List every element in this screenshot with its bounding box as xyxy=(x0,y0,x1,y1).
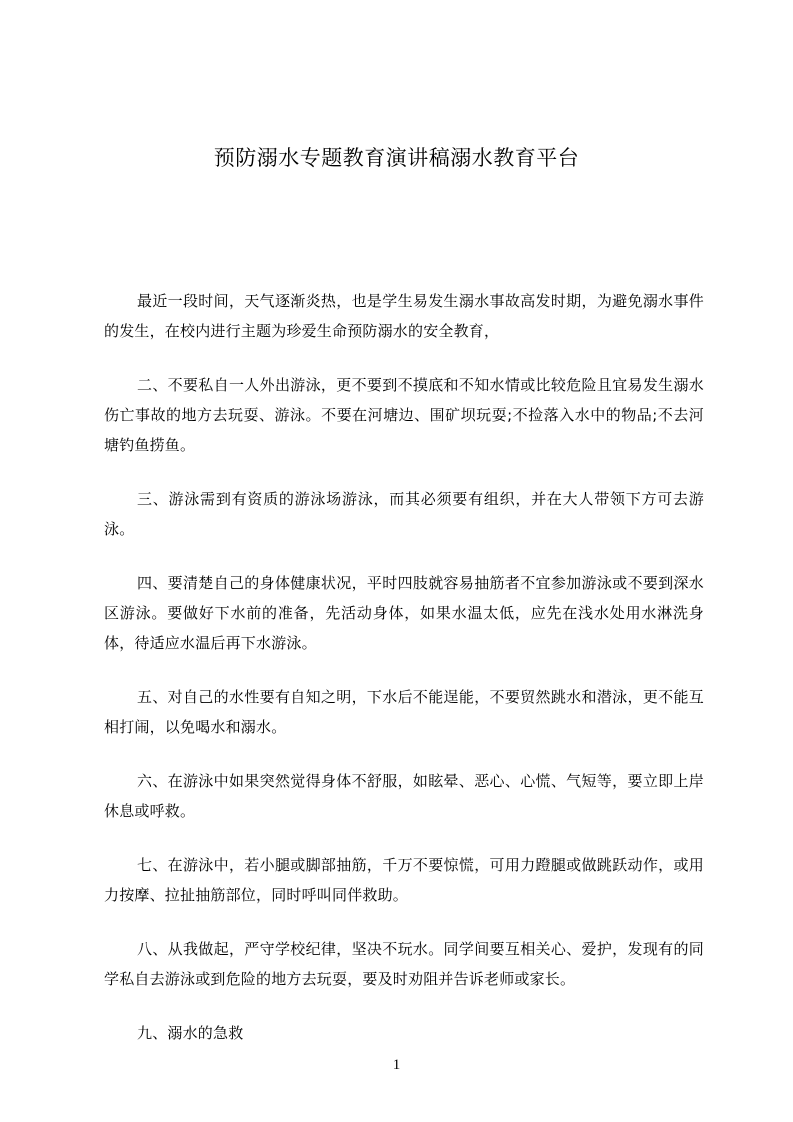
paragraph-item-4: 四、要清楚自己的身体健康状况，平时四肢就容易抽筋者不宜参加游泳或不要到深水区游泳。要做好下水前的准备，先活动身体，如果水温太低，应先在浅水处用水淋洗身体，待适应水温后再下水游泳。 xyxy=(104,574,704,652)
document-title: 预防溺水专题教育演讲稿溺水教育平台 xyxy=(213,146,580,170)
document-body xyxy=(104,286,704,1048)
paragraph-item-3: 三、游泳需到有资质的游泳场游泳，而其必须要有组织，并在大人带领下方可去游泳。 xyxy=(104,490,704,538)
paragraph-item-6: 六、在游泳中如果突然觉得身体不舒服，如眩晕、恶心、心慌、气短等，要立即上岸休息或呼救。 xyxy=(104,772,704,820)
paragraph-item-9: 九、溺水的急救 xyxy=(137,1024,244,1042)
page-number: 1 xyxy=(392,1057,401,1073)
paragraph-item-5: 五、对自己的水性要有自知之明，下水后不能逞能，不要贸然跳水和潜泳，更不能互相打闹，以免喝水和溺水。 xyxy=(104,688,704,736)
paragraph-item-7: 七、在游泳中，若小腿或脚部抽筋，千万不要惊慌，可用力蹬腿或做跳跃动作，或用力按摩、拉扯抽筋部位，同时呼叫同伴救助。 xyxy=(104,856,704,904)
paragraph-item-8: 八、从我做起，严守学校纪律，坚决不玩水。同学间要互相关心、爱护，发现有的同学私自去游泳或到危险的地方去玩耍，要及时劝阻并告诉老师或家长。 xyxy=(104,940,704,988)
paragraph-item-2: 二、不要私自一人外出游泳，更不要到不摸底和不知水情或比较危险且宜易发生溺水伤亡事故的地方去玩耍、游泳。不要在河塘边、围矿坝玩耍;不捡落入水中的物品;不去河塘钓鱼捞鱼。 xyxy=(104,376,704,454)
paragraph-intro: 最近一段时间，天气逐渐炎热，也是学生易发生溺水事故高发时期，为避免溺水事件的发生，在校内进行主题为珍爱生命预防溺水的安全教育， xyxy=(104,292,704,340)
